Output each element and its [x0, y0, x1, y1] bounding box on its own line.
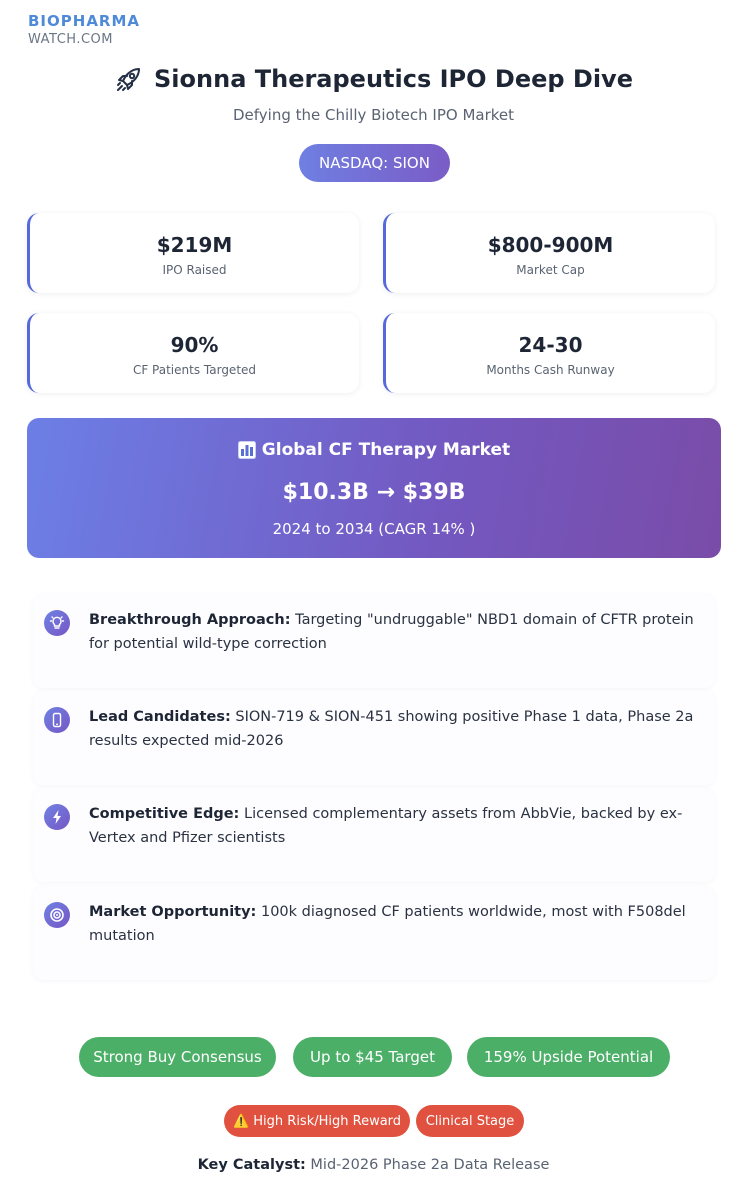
feature-text: [89, 608, 707, 656]
title-row: [0, 64, 747, 94]
market-title: Global CF Therapy Market: [261, 440, 511, 460]
stat-card-market-cap: [383, 213, 715, 293]
feature-body: 100k diagnosed CF patients worldwide, most with F508del mutation: [89, 904, 686, 944]
tag-clinical-stage[interactable]: Clinical Stage: [416, 1105, 524, 1137]
catalyst-label: Key Catalyst:: [197, 1157, 306, 1173]
feature-lead-candidates: [33, 691, 715, 785]
lightbulb-icon: [44, 610, 70, 636]
feature-text: [89, 900, 707, 948]
stat-value: 24-30: [518, 333, 583, 357]
stat-card-cash-runway: [383, 313, 715, 393]
stat-label: Months Cash Runway: [486, 363, 615, 377]
pill-strong-buy[interactable]: Strong Buy Consensus: [79, 1037, 276, 1077]
feature-body: Targeting "undruggable" NBD1 domain of CFTR protein for potential wild-type correction: [89, 612, 694, 652]
catalyst-text: Mid-2026 Phase 2a Data Release: [310, 1157, 550, 1173]
market-value: $10.3B → $39B: [282, 480, 466, 505]
feature-body: Licensed complementary assets from AbbVie, backed by ex-Vertex and Pfizer scientists: [89, 806, 683, 846]
phone-icon: [44, 707, 70, 733]
market-banner: [27, 418, 721, 558]
rocket-icon: [114, 64, 144, 94]
brand-line-1: BIOPHARMA: [28, 12, 141, 30]
stat-value: $800-900M: [487, 233, 614, 257]
stat-label: Market Cap: [516, 263, 585, 277]
feature-heading: Competitive Edge:: [89, 806, 240, 822]
target-icon: [44, 902, 70, 928]
brand-logo: [28, 14, 140, 46]
feature-text: [89, 802, 707, 850]
feature-text: [89, 705, 707, 753]
feature-breakthrough: [33, 594, 715, 688]
feature-competitive-edge: [33, 788, 715, 882]
market-title-row: [27, 440, 721, 460]
pill-upside[interactable]: 159% Upside Potential: [467, 1037, 670, 1077]
lightning-icon: [44, 804, 70, 830]
market-subtitle: 2024 to 2034 (CAGR 14% ): [272, 520, 476, 538]
tag-high-risk[interactable]: ⚠️ High Risk/High Reward: [224, 1105, 410, 1137]
stat-card-ipo-raised: [27, 213, 359, 293]
feature-heading: Lead Candidates:: [89, 709, 231, 725]
page-title: Sionna Therapeutics IPO Deep Dive: [154, 65, 633, 93]
brand-line-2: WATCH.COM: [28, 32, 113, 47]
stat-label: CF Patients Targeted: [132, 363, 257, 377]
stat-card-cf-patients: [27, 313, 359, 393]
ticker-badge: NASDAQ: SION: [299, 144, 450, 182]
page-subtitle: Defying the Chilly Biotech IPO Market: [232, 106, 515, 124]
key-catalyst: [0, 1157, 747, 1173]
feature-heading: Market Opportunity:: [89, 904, 257, 920]
feature-body: SION-719 & SION-451 showing positive Phase 1 data, Phase 2a results expected mid-2026: [89, 709, 694, 749]
bar-chart-icon: [238, 441, 256, 459]
stat-value: $219M: [156, 233, 233, 257]
pill-price-target[interactable]: Up to $45 Target: [293, 1037, 452, 1077]
stat-value: 90%: [170, 333, 219, 357]
feature-market-opportunity: [33, 886, 715, 980]
stat-label: IPO Raised: [162, 263, 227, 277]
feature-heading: Breakthrough Approach:: [89, 612, 291, 628]
